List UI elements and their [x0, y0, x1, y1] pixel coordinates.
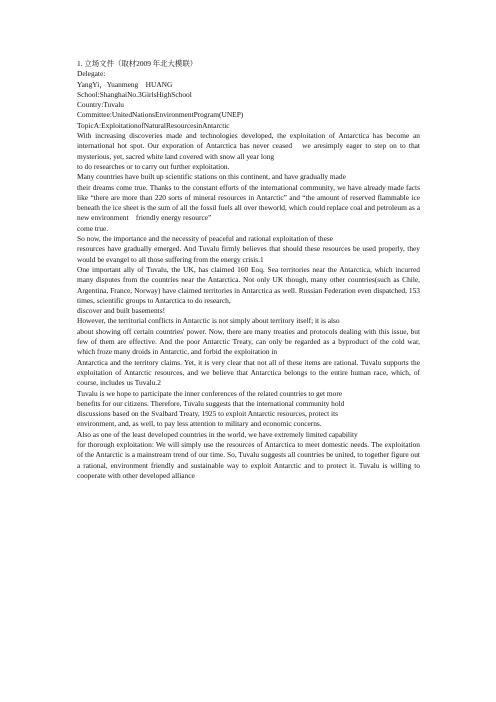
body-paragraph: One important ally of Tuvalu, the UK, has claimed 160 Eoq. Sea territories near the Antarctica, which incurred many disputes from the countries near the Antarctica. Not only UK though, many other countries(such as Chile, Argentina, France, Norway) have claimed territories in Antarctica as well. Russian Federation even dispatched, 153 times, scientific groups to Antarctica to do research,: [77, 264, 420, 305]
body-paragraph: Tuvalu is we hope to participate the inner conferences of the related countries to get more: [77, 388, 343, 398]
document-heading: 1. 立场文件（取材2009 年北大模联）: [77, 59, 198, 68]
body-paragraph: resources have gradually emerged. And Tuvalu firmly believes that should these resources be used properly, they would be evangel to all those suffering from the energy crisis.1: [77, 244, 420, 264]
delegate-label: Delegate:: [77, 69, 106, 79]
body-paragraph: discover and built basements!: [77, 306, 166, 316]
body-paragraph: Also as one of the least developed countries in the world, we have extremely limited capability: [77, 429, 358, 439]
committee-line: Committee:UnitedNationsEnvironmentProgram(UNEP): [77, 110, 244, 120]
body-paragraph: for thorough exploitation: We will simply use the resources of Antarctica to meet domestic needs. The exploitation of the Antarctic is a mainstream trend of our time. So, Tuvalu suggests all countries be united, to together figure out a rational, environment friendly and sustainable way to exploit Antarctic and to protect it. Tuvalu is willing to cooperate with other developed alliance: [77, 439, 420, 480]
body-paragraph: So now, the importance and the necessity of peaceful and rational exploitation of these: [77, 234, 334, 244]
body-paragraph: With increasing discoveries made and technologies developed, the exploitation of Antarctica has become an international hot spot. Our exporation of Antarctica has never ceased we aresimply eager to step on to that mysterious, yet, sacred white land covered with snow all year long: [77, 131, 420, 161]
topic-line: TopicA:ExploitationofNaturalResourcesinAntarctic: [77, 120, 230, 130]
body-paragraph: come true.: [77, 223, 109, 233]
body-paragraph: However, the territorial conflicts in Antarctic is not simply about territory itself; it is also: [77, 316, 340, 326]
body-paragraph: Many countries have built up scientific stations on this continent, and have gradually made: [77, 172, 346, 182]
body-paragraph: discussions based on the Svalbard Treaty, 1925 to exploit Antarctic resources, protect its: [77, 409, 339, 419]
body-paragraph: to do researches or to carry out further exploitation.: [77, 161, 230, 171]
body-paragraph: their dreams come true. Thanks to the constant efforts of the international community, we have already made facts like “there are more than 220 sorts of mineral resources in Antarctic” and “the amount of reserved flammable ice beneath the ice sheet is the sum of all the fossil fuels all over theworld, which could replace coal and petroleum as a new environment friendly energy resource”: [77, 182, 420, 223]
body-paragraph: about showing off certain countries' power. Now, there are many treaties and protocols dealing with this issue, but few of them are effective. And the poor Antarctic Treaty, can only be regarded as a byproduct of the cold war, which froze many droids in Antarctic, and forbid the exploitation in: [77, 326, 420, 357]
delegate-names: YangYi，Yuanmeng HUANG: [77, 79, 173, 89]
document-content: [77, 59, 420, 481]
school-line: School:ShanghaiNo.3GirlsHighSchool: [77, 89, 192, 99]
country-line: Country:Tuvalu: [77, 100, 124, 110]
body-paragraph: environment, and, as well, to pay less attention to military and economic concerns.: [77, 419, 322, 429]
body-paragraph: benefits for our citizens. Therefore, Tuvalu suggests that the international community hold: [77, 398, 345, 408]
body-paragraph: Antarctica and the territory claims. Yet, it is very clear that not all of these items are rational. Tuvalu supports the exploitation of Antarctic resources, and we believe that Antarctica belongs to the entire human race, which, of course, includes us Tuvalu.2: [77, 357, 420, 388]
